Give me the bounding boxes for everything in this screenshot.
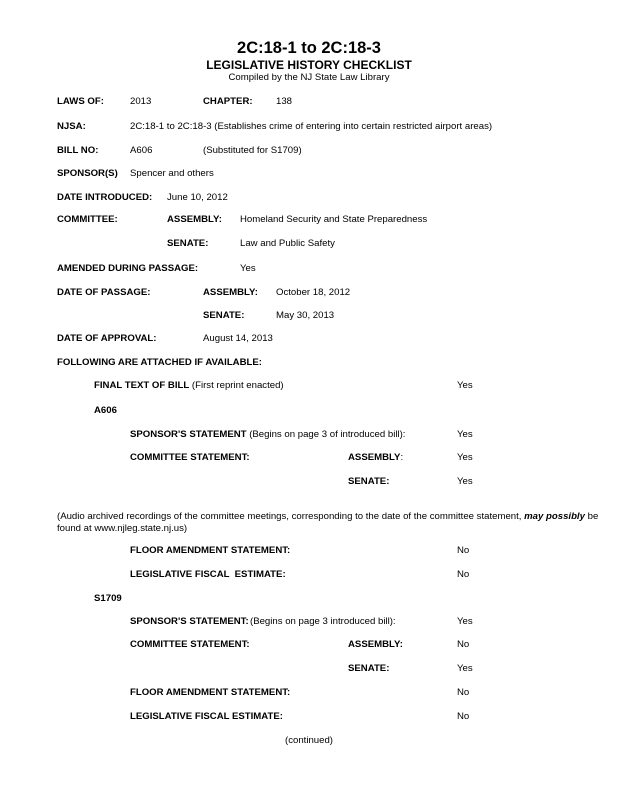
date-introduced-label: DATE INTRODUCED: (57, 192, 153, 203)
s1709-fiscal-estimate-value: No (457, 711, 470, 722)
passage-senate-label: SENATE: (203, 310, 245, 321)
page-subtitle: LEGISLATIVE HISTORY CHECKLIST (206, 58, 412, 72)
s1709-heading: S1709 (94, 593, 122, 604)
laws-of-label: LAWS OF: (57, 96, 104, 107)
committee-label: COMMITTEE: (57, 214, 118, 225)
a606-assembly-value: Yes (457, 452, 473, 463)
attached-heading: FOLLOWING ARE ATTACHED IF AVAILABLE: (57, 357, 262, 368)
floor-amendment-value: No (457, 545, 470, 556)
chapter-label: CHAPTER: (203, 96, 253, 107)
bill-no-label: BILL NO: (57, 145, 99, 156)
s1709-senate-value: Yes (457, 663, 473, 674)
bill-no-note: (Substituted for S1709) (203, 145, 302, 156)
a606-senate-label: SENATE: (348, 476, 390, 487)
final-text-value: Yes (457, 380, 473, 391)
a606-sponsor-statement-note: (Begins on page 3 of introduced bill): (249, 429, 406, 440)
page-title: 2C:18-1 to 2C:18-3 (237, 39, 381, 57)
fiscal-estimate-value: No (457, 569, 470, 580)
final-text-row (94, 380, 284, 392)
audio-note-link-text: be found at www.njleg.state.nj.us) (57, 511, 599, 534)
date-of-approval-value: August 14, 2013 (203, 333, 273, 344)
s1709-assembly-label: ASSEMBLY: (348, 639, 403, 650)
s1709-assembly-value: No (457, 639, 470, 650)
committee-assembly-label: ASSEMBLY: (167, 214, 222, 225)
s1709-senate-label: SENATE: (348, 663, 390, 674)
njsa-value: 2C:18-1 to 2C:18-3 (Establishes crime of entering into certain restricted airport areas) (130, 121, 493, 132)
njsa-label: NJSA: (57, 121, 86, 132)
sponsors-label: SPONSOR(S) (57, 168, 118, 179)
date-of-approval-label: DATE OF APPROVAL: (57, 333, 157, 344)
final-text-note: (First reprint enacted) (191, 380, 284, 391)
a606-assembly-colon: : (400, 452, 404, 463)
s1709-committee-statement-label: COMMITTEE STATEMENT: (130, 639, 250, 650)
a606-assembly-row (348, 452, 403, 464)
a606-sponsor-statement-value: Yes (457, 429, 473, 440)
a606-sponsor-statement-row (130, 429, 405, 441)
a606-sponsor-statement-label: SPONSOR'S STATEMENT (130, 429, 247, 440)
final-text-label: FINAL TEXT OF BILL (94, 380, 190, 391)
committee-senate-label: SENATE: (167, 238, 209, 249)
a606-assembly-label: ASSEMBLY (348, 452, 401, 463)
compiled-by: Compiled by the NJ State Law Library (228, 72, 390, 83)
amended-value: Yes (240, 263, 256, 274)
s1709-sponsor-statement-value: Yes (457, 616, 473, 627)
bill-no-value: A606 (130, 145, 153, 156)
s1709-fiscal-estimate-label: LEGISLATIVE FISCAL ESTIMATE: (130, 711, 283, 722)
passage-assembly-label: ASSEMBLY: (203, 287, 258, 298)
committee-senate-value: Law and Public Safety (240, 238, 335, 249)
continued-note: (continued) (285, 735, 333, 746)
committee-assembly-value: Homeland Security and State Preparedness (240, 214, 428, 225)
floor-amendment-label: FLOOR AMENDMENT STATEMENT: (130, 545, 291, 556)
passage-assembly-value: October 18, 2012 (276, 287, 351, 298)
amended-label: AMENDED DURING PASSAGE: (57, 263, 199, 274)
audio-note (57, 511, 607, 535)
date-of-passage-label: DATE OF PASSAGE: (57, 287, 151, 298)
a606-heading: A606 (94, 405, 117, 416)
s1709-sponsor-statement-label: SPONSOR'S STATEMENT: (130, 616, 249, 627)
s1709-floor-amendment-value: No (457, 687, 470, 698)
s1709-sponsor-statement-note: (Begins on page 3 introduced bill): (250, 616, 396, 627)
laws-of-value: 2013 (130, 96, 152, 107)
a606-committee-statement-label: COMMITTEE STATEMENT: (130, 452, 250, 463)
fiscal-estimate-label: LEGISLATIVE FISCAL ESTIMATE: (130, 569, 286, 580)
passage-senate-value: May 30, 2013 (276, 310, 335, 321)
s1709-floor-amendment-label: FLOOR AMENDMENT STATEMENT: (130, 687, 291, 698)
chapter-value: 138 (276, 96, 293, 107)
date-introduced-value: June 10, 2012 (167, 192, 228, 203)
audio-note-emphasis: may possibly (524, 511, 585, 522)
a606-senate-value: Yes (457, 476, 473, 487)
audio-note-text: (Audio archived recordings of the committee meetings, corresponding to the date of the committee statement, (57, 511, 525, 522)
sponsors-value: Spencer and others (130, 168, 214, 179)
